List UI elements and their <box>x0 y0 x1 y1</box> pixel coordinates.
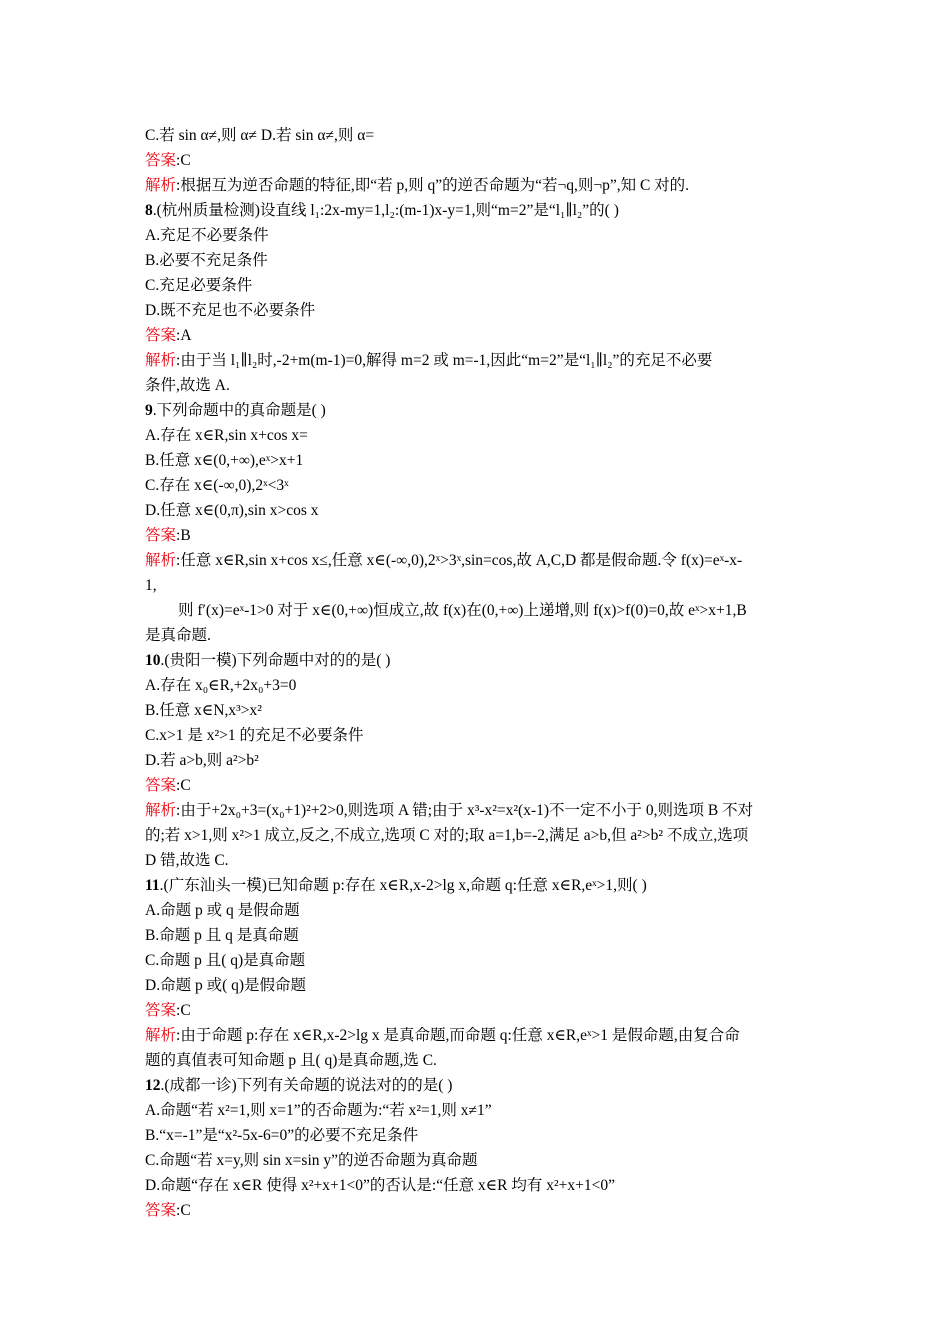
q7-answer: 答案:C <box>145 152 191 169</box>
q11-option-c: C.命题 p 且( q)是真命题 <box>145 952 306 969</box>
answer-label: 答案 <box>145 777 177 794</box>
q12-stem: 12.(成都一诊)下列有关命题的说法对的的是( ) <box>145 1077 453 1094</box>
q11-option-a: A.命题 p 或 q 是假命题 <box>145 902 300 919</box>
q9-stem: 9.下列命题中的真命题是( ) <box>145 402 326 419</box>
question-number: 9 <box>145 402 153 419</box>
q10-option-d: D.若 a>b,则 a²>b² <box>145 752 259 769</box>
q8-option-a: A.充足不必要条件 <box>145 227 269 244</box>
q10-answer: 答案:C <box>145 777 191 794</box>
q10-explanation-cont: 的;若 x>1,则 x²>1 成立,反之,不成立,选项 C 对的;取 a=1,b=-2,满足 a>b,但 a²>b² 不成立,选项 <box>145 827 749 844</box>
q9-answer: 答案:B <box>145 527 191 544</box>
explanation-label: 解析 <box>145 1027 177 1044</box>
q8-explanation: 解析:由于当 l₁∥l₂时,-2+m(m-1)=0,解得 m=2 或 m=-1,因此“m=2”是“l₁∥l₂”的充足不必要 <box>145 352 713 369</box>
question-number: 11 <box>145 877 160 894</box>
q11-answer: 答案:C <box>145 1002 191 1019</box>
explanation-label: 解析 <box>145 552 177 569</box>
q9-option-a: A.存在 x∈R,sin x+cos x= <box>145 427 308 444</box>
q11-explanation: 解析:由于命题 p:存在 x∈R,x-2>lg x 是真命题,而命题 q:任意 x∈R,eˣ>1 是假命题,由复合命 <box>145 1027 740 1044</box>
q11-option-b: B.命题 p 且 q 是真命题 <box>145 927 299 944</box>
q10-explanation-cont: D 错,故选 C. <box>145 852 229 869</box>
q7-option-cd: C.若 sin α≠,则 α≠ D.若 sin α≠,则 α= <box>145 127 375 144</box>
question-number: 8 <box>145 202 153 219</box>
q12-answer: 答案:C <box>145 1202 191 1219</box>
q8-answer: 答案:A <box>145 327 192 344</box>
q10-option-a: A.存在 x₀∈R,+2x₀+3=0 <box>145 677 297 694</box>
answer-label: 答案 <box>145 152 177 169</box>
q12-option-b: B.“x=-1”是“x²-5x-6=0”的必要不充足条件 <box>145 1127 419 1144</box>
question-number: 10 <box>145 652 161 669</box>
q8-stem: 8.(杭州质量检测)设直线 l₁:2x-my=1,l₂:(m-1)x-y=1,则“m=2”是“l₁∥l₂”的( ) <box>145 202 619 219</box>
explanation-label: 解析 <box>145 352 177 369</box>
q10-explanation: 解析:由于+2x₀+3=(x₀+1)²+2>0,则选项 A 错;由于 x³-x²=x²(x-1)不一定不小于 0,则选项 B 不对 <box>145 802 754 819</box>
q9-explanation-cont: 是真命题. <box>145 627 211 644</box>
q11-option-d: D.命题 p 或( q)是假命题 <box>145 977 307 994</box>
q10-option-b: B.任意 x∈N,x³>x² <box>145 702 262 719</box>
explanation-label: 解析 <box>145 177 177 194</box>
q9-explanation: 解析:任意 x∈R,sin x+cos x≤,任意 x∈(-∞,0),2ˣ>3ˣ,sin=cos,故 A,C,D 都是假命题.令 f(x)=eˣ-x- <box>145 552 743 569</box>
q9-explanation-cont: 1, <box>145 577 157 594</box>
answer-label: 答案 <box>145 327 177 344</box>
explanation-label: 解析 <box>145 802 177 819</box>
q10-option-c: C.x>1 是 x²>1 的充足不必要条件 <box>145 727 364 744</box>
answer-label: 答案 <box>145 1002 177 1019</box>
q11-explanation-cont: 题的真值表可知命题 p 且( q)是真命题,选 C. <box>145 1052 437 1069</box>
q9-option-b: B.任意 x∈(0,+∞),eˣ>x+1 <box>145 452 304 469</box>
q11-stem: 11.(广东汕头一模)已知命题 p:存在 x∈R,x-2>lg x,命题 q:任意 x∈R,eˣ>1,则( ) <box>145 877 647 894</box>
q9-option-d: D.任意 x∈(0,π),sin x>cos x <box>145 502 319 519</box>
question-number: 12 <box>145 1077 161 1094</box>
q9-option-c: C.存在 x∈(-∞,0),2ˣ<3ˣ <box>145 477 289 494</box>
q12-option-a: A.命题“若 x²=1,则 x=1”的否命题为:“若 x²=1,则 x≠1” <box>145 1102 492 1119</box>
answer-label: 答案 <box>145 527 177 544</box>
q9-explanation-cont: 则 f′(x)=eˣ-1>0 对于 x∈(0,+∞)恒成立,故 f(x)在(0,+∞)上递增,则 f(x)>f(0)=0,故 eˣ>x+1,B <box>178 602 747 619</box>
q7-explanation: 解析:根据互为逆否命题的特征,即“若 p,则 q”的逆否命题为“若¬q,则¬p”,知 C 对的. <box>145 177 690 194</box>
q8-option-b: B.必要不充足条件 <box>145 252 268 269</box>
q8-explanation-cont: 条件,故选 A. <box>145 377 230 394</box>
q12-option-c: C.命题“若 x=y,则 sin x=sin y”的逆否命题为真命题 <box>145 1152 478 1169</box>
answer-label: 答案 <box>145 1202 177 1219</box>
q10-stem: 10.(贵阳一模)下列命题中对的的是( ) <box>145 652 391 669</box>
q12-option-d: D.命题“存在 x∈R 使得 x²+x+1<0”的否认是:“任意 x∈R 均有 x²+x+1<0” <box>145 1177 616 1194</box>
q8-option-d: D.既不充足也不必要条件 <box>145 302 316 319</box>
q8-option-c: C.充足必要条件 <box>145 277 253 294</box>
